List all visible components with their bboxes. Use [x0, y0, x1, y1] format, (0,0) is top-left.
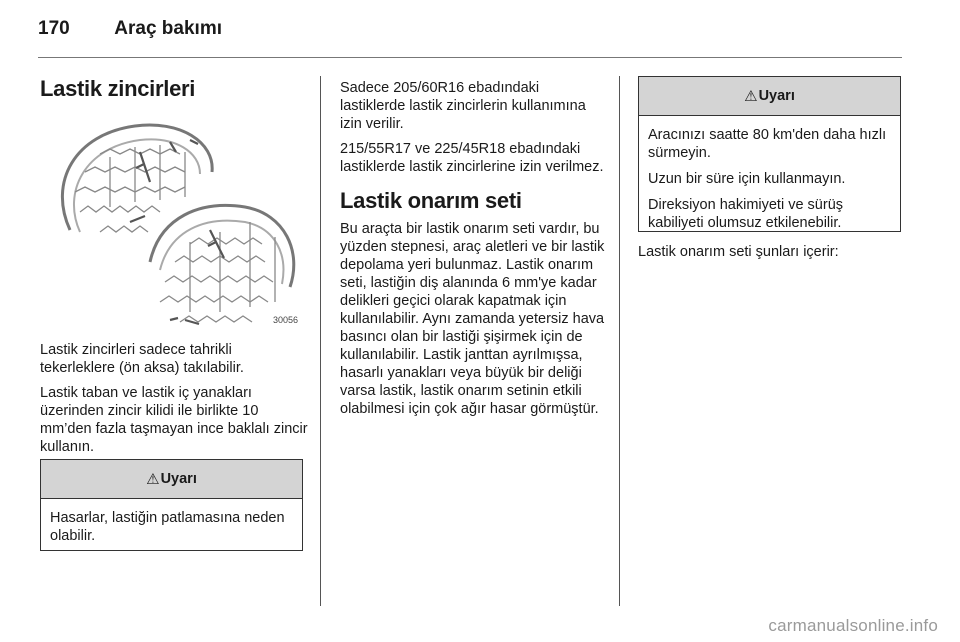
warning-text: Uzun bir süre için kullanmayın. — [648, 171, 846, 187]
warning-header — [41, 460, 302, 499]
warning-body — [639, 116, 900, 244]
warning-box-right — [638, 76, 901, 232]
warning-triangle-icon: ⚠ — [146, 471, 160, 488]
tire-chains-illustration — [40, 112, 302, 327]
section-heading-tire-chains: Lastik zincirleri — [40, 76, 196, 101]
watermark: carmanualsonline.info — [768, 616, 938, 635]
warning-text: Direksiyon hakimiyeti ve sürüş kabiliyeti olumsuz etkilenebilir. — [648, 197, 844, 231]
paragraph: Bu araçta bir lastik onarım seti vardır, bu yüzden stepnesi, araç aletleri ve bir lastik depolama yeri bulunmaz. Lastik onarım seti, lastiğin diş alanında 6 mm'ye kadar delikleri geçici olarak kapatmak için kullanılabilir. Aynı zamanda yetersiz hava basıncı olan bir lastiği şişirmek için de kullanılabilir. Lastik janttan ayrılmışsa, hasarlı yanakları veya büyük bir deliği varsa lastik, lastik onarım setinin etkili olabilmesi için çok ağır hasar görmüştür. — [340, 221, 605, 417]
paragraph: 215/55R17 ve 225/45R18 ebadındaki lastiklerde lastik zincirlerine izin verilmez. — [340, 141, 604, 175]
warning-title: Uyarı — [160, 471, 197, 487]
paragraph: Lastik onarım seti şunları içerir: — [638, 244, 839, 260]
warning-text: Hasarlar, lastiğin patlamasına neden olabilir. — [50, 510, 285, 544]
left-column-text — [40, 341, 308, 463]
page-header — [38, 18, 222, 40]
warning-text: Aracınızı saatte 80 km'den daha hızlı sürmeyin. — [648, 127, 887, 161]
warning-triangle-icon: ⚠ — [744, 88, 758, 105]
paragraph: Sadece 205/60R16 ebadındaki lastiklerde lastik zincirlerin kullanımına izin verilir. — [340, 80, 586, 132]
column-divider-1 — [320, 76, 321, 606]
section-title: Araç bakımı — [114, 18, 223, 39]
header-rule — [38, 57, 902, 58]
right-column-text — [638, 243, 900, 268]
paragraph: Lastik taban ve lastik iç yanakları üzerinden zincir kilidi ile birlikte 10 mm’den fazla taşmayan ince baklalı zincir kullanın. — [40, 385, 308, 455]
warning-header — [639, 77, 900, 116]
section-heading-repair-kit: Lastik onarım seti — [340, 188, 522, 213]
middle-column-text — [340, 79, 606, 425]
warning-title: Uyarı — [758, 88, 795, 104]
paragraph: Lastik zincirleri sadece tahrikli tekerleklere (ön aksa) takılabilir. — [40, 342, 244, 376]
tire-chains-drawing — [40, 112, 302, 327]
warning-body — [41, 499, 302, 557]
page-number: 170 — [38, 18, 70, 39]
column-divider-2 — [619, 76, 620, 606]
warning-box-left — [40, 459, 303, 551]
figure-number: 30056 — [272, 315, 298, 325]
